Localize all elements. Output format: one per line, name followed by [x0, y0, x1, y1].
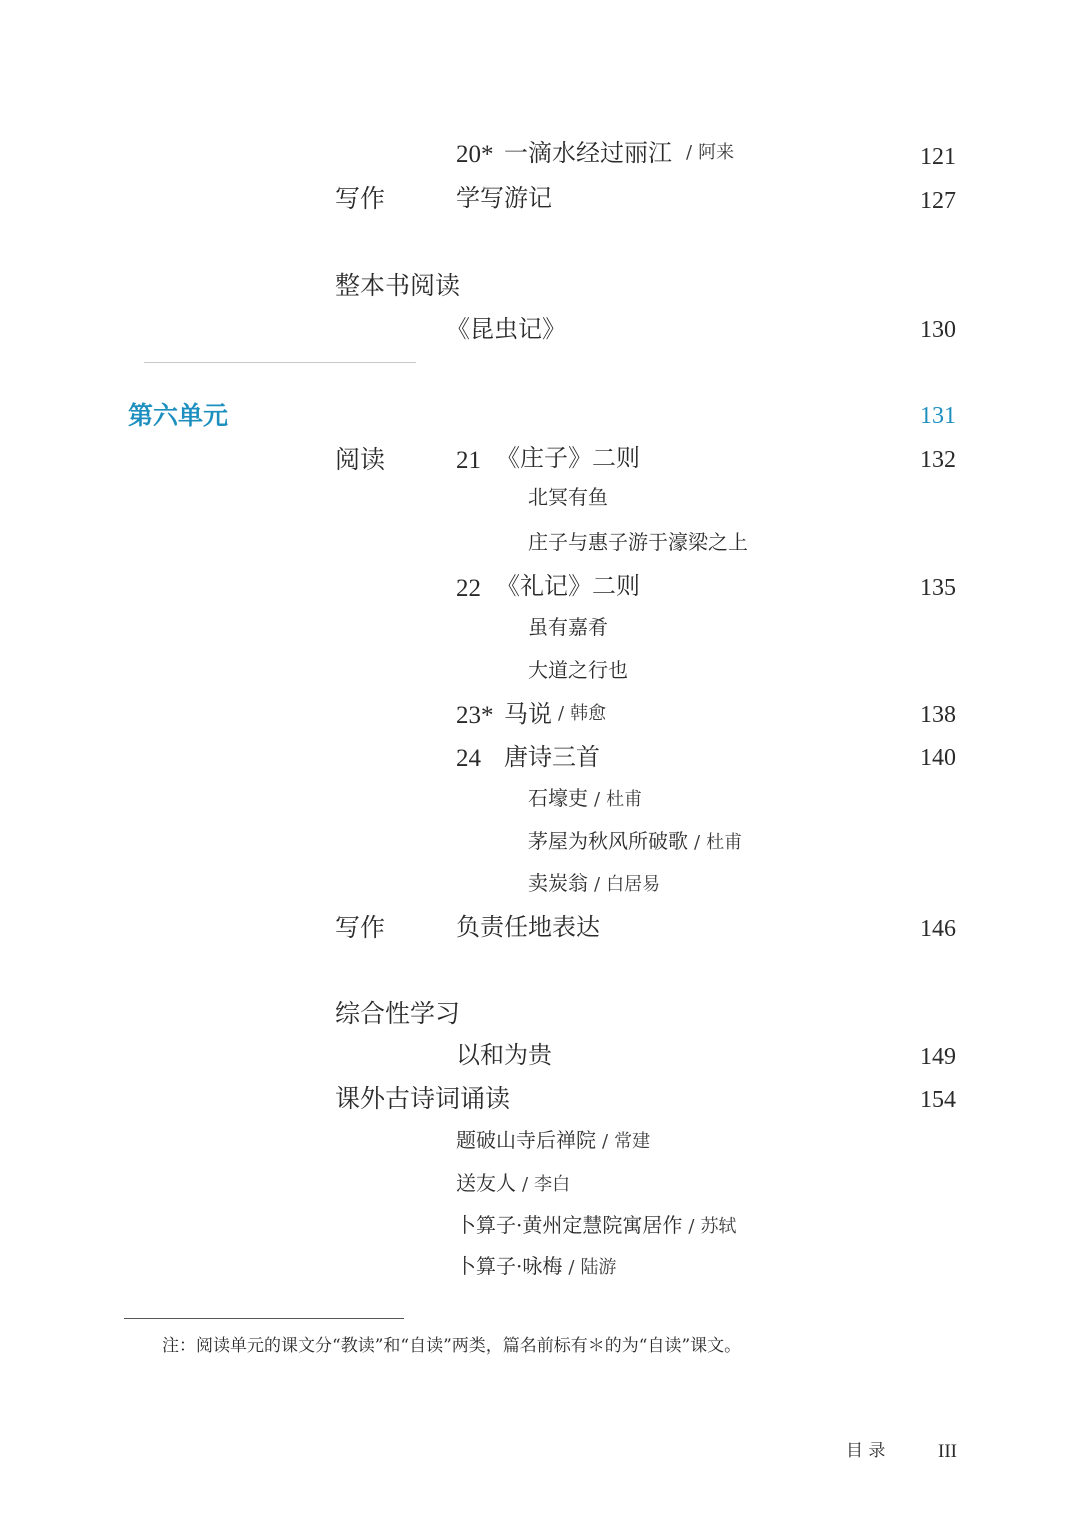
category-label: 阅读: [335, 445, 386, 474]
page-number: 154: [920, 1087, 956, 1113]
sub-lesson-title[interactable]: 大道之行也: [528, 658, 628, 682]
lesson-number: 21: [456, 447, 481, 474]
footnote: 注：阅读单元的课文分“教读”和“自读”两类，篇名前标有＊的为“自读”课文。: [162, 1336, 742, 1356]
footer-label: 目 录: [846, 1441, 886, 1461]
lesson-title[interactable]: 《昆虫记》: [446, 315, 566, 343]
poem-entry[interactable]: 卖炭翁 / 白居易: [528, 871, 661, 895]
section-heading: 综合性学习: [335, 999, 461, 1028]
page-number: 131: [920, 403, 956, 429]
poem-entry[interactable]: 茅屋为秋风所破歌 / 杜甫: [528, 829, 743, 853]
lesson-title[interactable]: 学写游记: [456, 184, 552, 212]
lesson-author: / 韩愈: [558, 703, 607, 724]
lesson-title[interactable]: 一滴水经过丽江: [504, 139, 672, 167]
lesson-title[interactable]: 负责任地表达: [456, 913, 600, 941]
page-number: 146: [920, 916, 956, 942]
poem-entry[interactable]: 石壕吏 / 杜甫: [528, 786, 643, 810]
divider: [144, 362, 416, 363]
page-number: 138: [920, 702, 956, 728]
page-number: 130: [920, 317, 956, 343]
category-label: 写作: [335, 184, 386, 213]
sub-lesson-title[interactable]: 北冥有鱼: [528, 485, 608, 509]
poem-entry[interactable]: 卜算子·咏梅 / 陆游: [456, 1254, 617, 1278]
lesson-title[interactable]: 以和为贵: [456, 1041, 552, 1069]
footer-page-number: III: [938, 1441, 957, 1462]
page-number: 121: [920, 144, 956, 170]
poem-entry[interactable]: 题破山寺后禅院 / 常建: [456, 1128, 651, 1152]
unit-heading[interactable]: 第六单元: [128, 401, 229, 430]
sub-lesson-title[interactable]: 虽有嘉肴: [528, 615, 608, 639]
page-number: 132: [920, 447, 956, 473]
category-label: 写作: [335, 913, 386, 942]
lesson-number: 24: [456, 745, 481, 772]
section-heading[interactable]: 课外古诗词诵读: [335, 1084, 511, 1113]
lesson-title[interactable]: 马说: [504, 700, 552, 728]
lesson-author: / 阿来: [686, 142, 735, 163]
page-number: 135: [920, 575, 956, 601]
lesson-number: 23*: [456, 702, 494, 729]
lesson-title[interactable]: 《庄子》二则: [496, 444, 640, 472]
page-number: 140: [920, 745, 956, 771]
lesson-number: 22: [456, 575, 481, 602]
poem-entry[interactable]: 送友人 / 李白: [456, 1171, 571, 1195]
lesson-title[interactable]: 《礼记》二则: [496, 572, 640, 600]
section-heading: 整本书阅读: [335, 271, 461, 300]
page-number: 149: [920, 1044, 956, 1070]
lesson-title[interactable]: 唐诗三首: [504, 743, 600, 771]
sub-lesson-title[interactable]: 庄子与惠子游于濠梁之上: [528, 530, 748, 554]
footnote-divider: [124, 1318, 404, 1319]
lesson-number: 20*: [456, 141, 494, 168]
poem-entry[interactable]: 卜算子·黄州定慧院寓居作 / 苏轼: [456, 1213, 737, 1237]
page-number: 127: [920, 188, 956, 214]
